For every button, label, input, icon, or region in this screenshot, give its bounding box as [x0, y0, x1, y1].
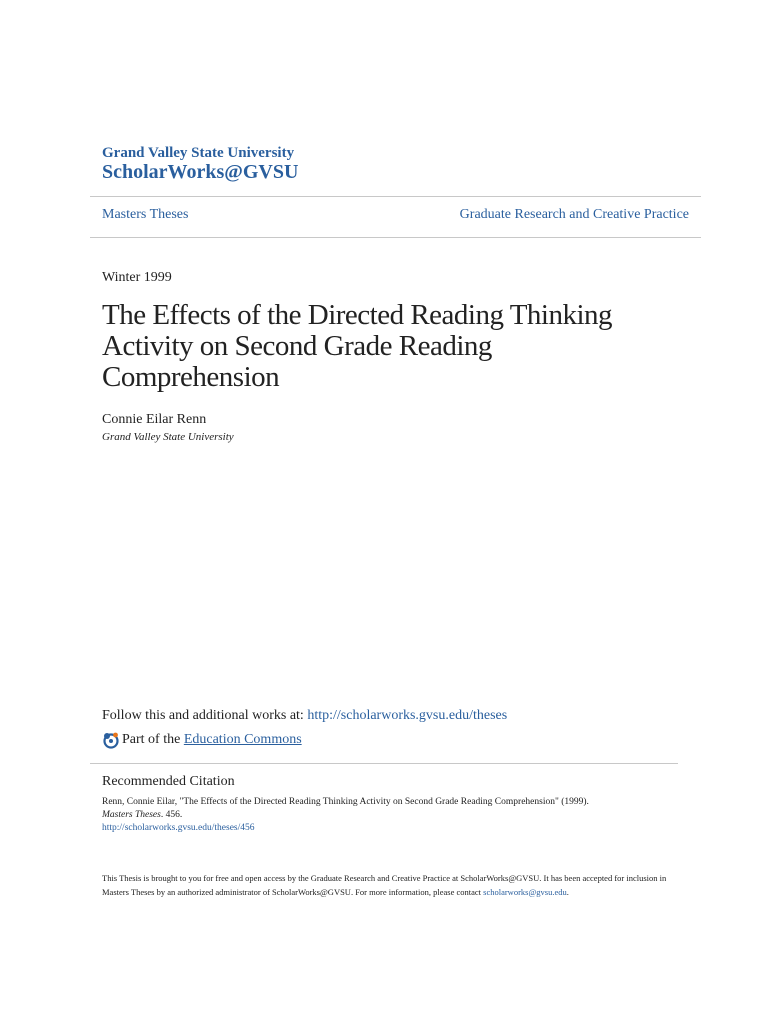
document-title: The Effects of the Directed Reading Thinking Activity on Second Grade Reading Comprehension — [102, 299, 613, 393]
repository-name[interactable]: ScholarWorks@GVSU — [102, 161, 299, 183]
nav-divider — [90, 237, 701, 238]
author-name: Connie Eilar Renn — [102, 412, 207, 427]
part-of-line — [102, 731, 302, 749]
citation-journal: Masters Theses — [102, 810, 161, 820]
graduate-research-link[interactable]: Graduate Research and Creative Practice — [459, 207, 689, 222]
theses-url-link[interactable]: http://scholarworks.gvsu.edu/theses — [307, 708, 508, 723]
top-divider — [90, 196, 701, 197]
author-affiliation: Grand Valley State University — [102, 431, 234, 443]
access-notice-end: . — [566, 887, 569, 897]
masters-theses-link[interactable]: Masters Theses — [102, 207, 189, 222]
access-notice-text: This Thesis is brought to you for free and open access by the Graduate Research and Creative Practice at ScholarWorks@GVSU. It has been accepted for inclusion in Masters Theses by an authorized administrator of ScholarWorks@GVSU. For more information, please contact — [102, 873, 667, 897]
university-name: Grand Valley State University — [102, 145, 295, 161]
citation-journal-line — [102, 809, 682, 822]
citation-body — [102, 796, 682, 835]
education-commons-link[interactable]: Education Commons — [183, 732, 302, 747]
citation-divider — [90, 763, 678, 764]
citation-url-link[interactable]: http://scholarworks.gvsu.edu/theses/456 — [102, 823, 255, 833]
citation-line: Renn, Connie Eilar, "The Effects of the Directed Reading Thinking Activity on Second Grade Reading Comprehension" (1999). — [102, 797, 589, 807]
part-of-prefix: Part of the — [122, 732, 181, 747]
network-commons-icon — [102, 731, 120, 749]
publication-date: Winter 1999 — [102, 270, 172, 285]
citation-number: . 456. — [160, 810, 183, 820]
follow-prefix: Follow this and additional works at: — [102, 708, 308, 723]
contact-email-link[interactable]: scholarworks@gvsu.edu — [483, 887, 567, 897]
follow-line — [102, 708, 507, 724]
citation-heading: Recommended Citation — [102, 774, 235, 789]
access-notice — [102, 871, 672, 899]
